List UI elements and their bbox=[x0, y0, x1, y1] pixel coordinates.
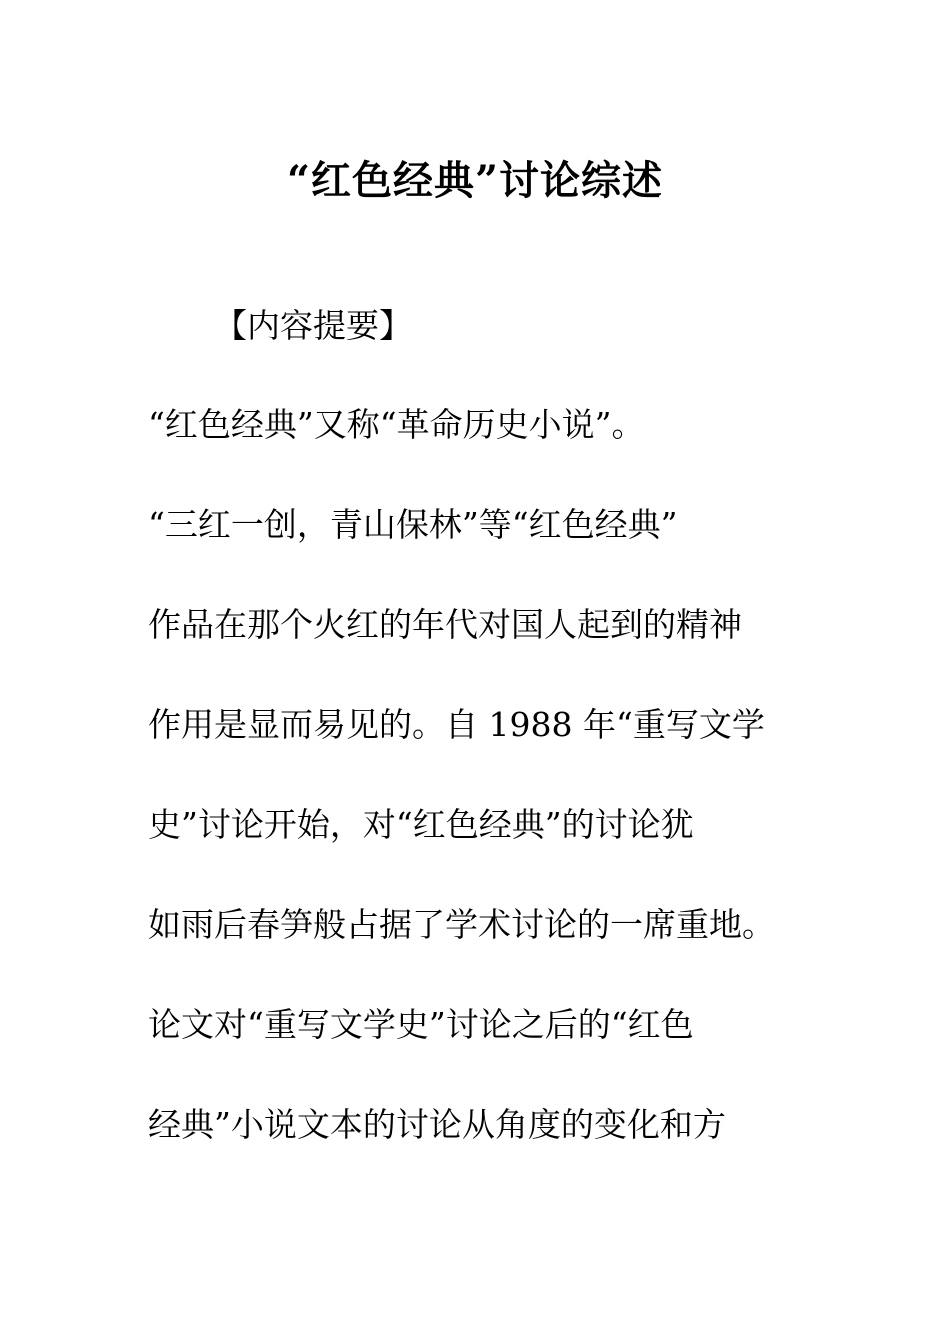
body-line-4: 作用是显而易见的。自 1988 年“重写文学 bbox=[148, 705, 765, 744]
body-line-5: 史”讨论开始，对“红色经典”的讨论犹 bbox=[148, 805, 694, 844]
body-line-2: “三红一创，青山保林”等“红色经典” bbox=[148, 505, 678, 544]
abstract-body bbox=[148, 402, 808, 1202]
body-line-7: 论文对“重写文学史”讨论之后的“红色 bbox=[148, 1005, 694, 1044]
body-line-6: 如雨后春笋般占据了学术讨论的一席重地。 bbox=[148, 905, 775, 944]
document-title: “红色经典”讨论综述 bbox=[286, 156, 663, 204]
body-line-3: 作品在那个火红的年代对国人起到的精神 bbox=[148, 605, 742, 644]
abstract-heading: 【内容提要】 bbox=[214, 306, 412, 345]
body-line-1: “红色经典”又称“革命历史小说”。 bbox=[148, 405, 645, 444]
body-line-8: 经典”小说文本的讨论从角度的变化和方 bbox=[148, 1105, 726, 1144]
